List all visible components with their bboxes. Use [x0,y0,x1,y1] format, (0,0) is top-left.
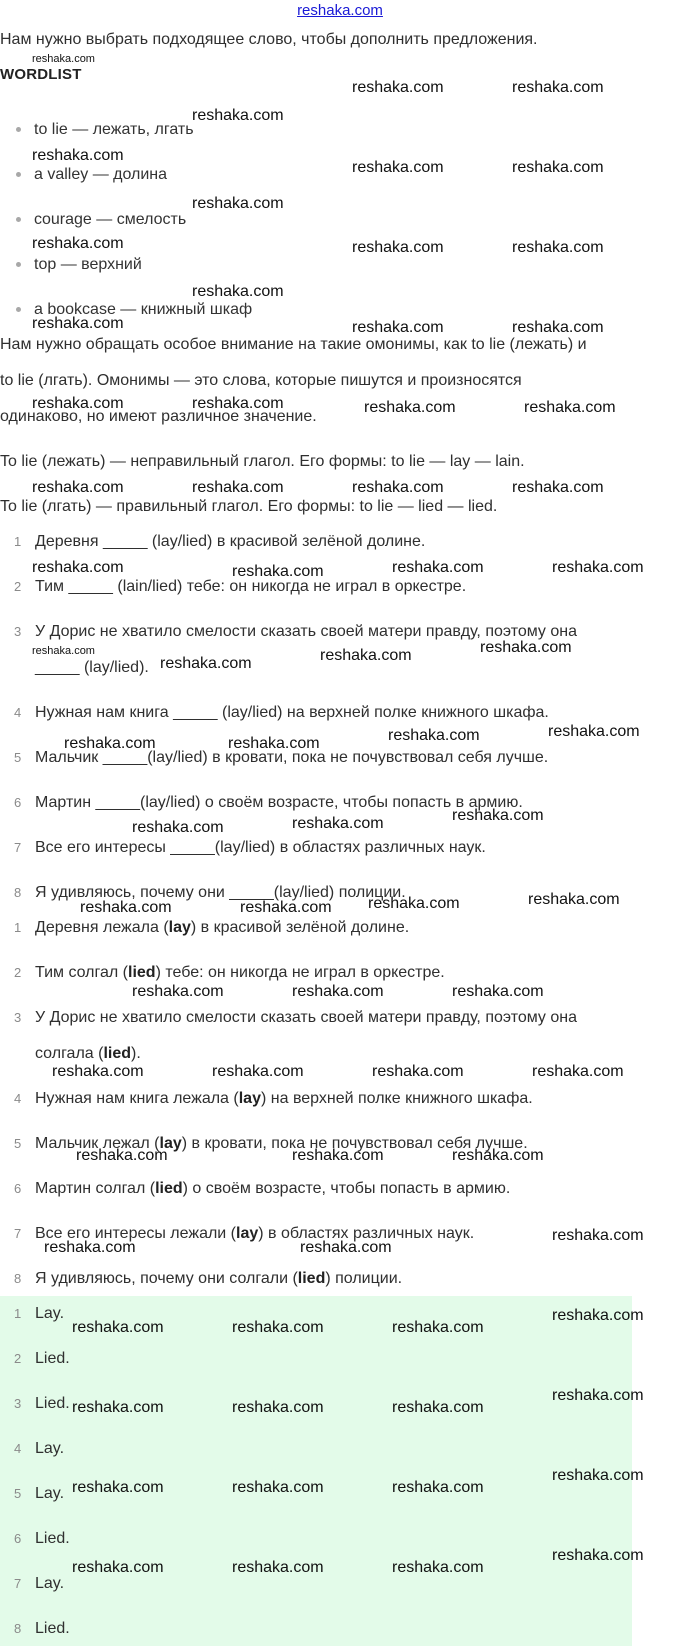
watermark: reshaka.com [512,319,604,336]
translation-text: У Дорис не хватило смелости сказать своей матери правду, поэтому она [35,1009,577,1026]
watermark: reshaka.com [480,639,572,656]
watermark: reshaka.com [392,1399,484,1416]
wordlist-item [16,121,194,139]
item-number: 1 [14,920,22,935]
watermark: reshaka.com [192,283,284,300]
item-number: 5 [14,1486,22,1501]
watermark: reshaka.com [452,983,544,1000]
watermark: reshaka.com [32,645,95,657]
item-number: 1 [14,1306,22,1321]
watermark: reshaka.com [352,79,444,96]
translation-text: Нужная нам книга лежала (lay) на верхней полке книжного шкафа. [35,1090,533,1107]
watermark: reshaka.com [512,479,604,496]
watermark: reshaka.com [132,983,224,1000]
item-number: 4 [14,1091,22,1106]
watermark: reshaka.com [228,735,320,752]
watermark: reshaka.com [32,315,124,332]
watermark: reshaka.com [32,147,124,164]
answer-text: Lied. [35,1530,70,1547]
watermark: reshaka.com [292,983,384,1000]
item-number: 5 [14,750,22,765]
answer-text: Lay. [35,1485,65,1502]
item-number: 5 [14,1136,22,1151]
exercise-text: Я удивляюсь, почему они _____(lay/lied) полиции. [35,884,406,901]
forms-lie-lied: To lie (лгать) — правильный глагол. Его формы: to lie — lied — lied. [0,498,498,515]
forms-lie-lay: To lie (лежать) — неправильный глагол. Его формы: to lie — lay — lain. [0,453,525,470]
item-number: 7 [14,840,22,855]
translation-text: Деревня лежала (lay) в красивой зелёной долине. [35,919,410,936]
translation-text: солгала (lied). [35,1045,141,1062]
translation-text: Все его интересы лежали (lay) в областях различных наук. [35,1225,475,1242]
item-number: 2 [14,579,22,594]
watermark: reshaka.com [552,559,644,576]
wordlist-item-text: a valley — долина [34,166,168,183]
watermark: reshaka.com [192,479,284,496]
translation-text: Мальчик лежал (lay) в кровати, пока не почувствовал себя лучше. [35,1135,528,1152]
exercise-text: Нужная нам книга _____ (lay/lied) на верхней полке книжного шкафа. [35,704,549,721]
watermark: reshaka.com [364,399,456,416]
watermark: reshaka.com [192,395,284,412]
watermark: reshaka.com [300,1239,392,1256]
answer-text: Lay. [35,1575,65,1592]
watermark: reshaka.com [352,479,444,496]
item-number: 2 [14,965,22,980]
watermark: reshaka.com [552,1387,644,1404]
answer-text: Lied. [35,1350,70,1367]
watermark: reshaka.com [72,1479,164,1496]
answer-text: Lied. [35,1620,70,1637]
watermark: reshaka.com [192,195,284,212]
exercise-text: Все его интересы _____(lay/lied) в областях различных наук. [35,839,486,856]
exercise-text: Тим _____ (lain/lied) тебе: он никогда не играл в оркестре. [35,578,467,595]
item-number: 6 [14,1531,22,1546]
item-number: 1 [14,534,22,549]
item-number: 8 [14,885,22,900]
watermark: reshaka.com [32,479,124,496]
exercise-text: Мартин _____(lay/lied) о своём возрасте, чтобы попасть в армию. [35,794,523,811]
watermark: reshaka.com [232,1559,324,1576]
watermark: reshaka.com [528,891,620,908]
wordlist-item-text: top — верхний [34,256,142,273]
watermark: reshaka.com [192,107,284,124]
watermark: reshaka.com [72,1559,164,1576]
watermark: reshaka.com [72,1319,164,1336]
watermark: reshaka.com [392,1319,484,1336]
watermark: reshaka.com [512,79,604,96]
item-number: 4 [14,1441,22,1456]
watermark: reshaka.com [392,559,484,576]
watermark: reshaka.com [32,395,124,412]
bullet-icon [16,307,21,312]
wordlist-item-text: to lie — лежать, лгать [34,121,194,138]
homonyms-line-2: to lie (лгать). Омонимы — это слова, которые пишутся и произносятся [0,372,522,389]
exercise-text: Мальчик _____(lay/lied) в кровати, пока не почувствовал себя лучше. [35,749,549,766]
watermark: reshaka.com [320,647,412,664]
answer-text: Lay. [35,1440,65,1457]
item-number: 6 [14,795,22,810]
item-number: 8 [14,1271,22,1286]
bullet-icon [16,127,21,132]
watermark: reshaka.com [552,1227,644,1244]
watermark: reshaka.com [232,1479,324,1496]
watermark: reshaka.com [452,807,544,824]
item-number: 7 [14,1576,22,1591]
homonyms-line-1: Нам нужно обращать особое внимание на такие омонимы, как to lie (лежать) и [0,336,587,353]
watermark: reshaka.com [132,819,224,836]
watermark: reshaka.com [32,53,95,65]
item-number: 2 [14,1351,22,1366]
watermark: reshaka.com [552,1547,644,1564]
watermark: reshaka.com [32,235,124,252]
bullet-icon [16,217,21,222]
exercise-text: У Дорис не хватило смелости сказать своей матери правду, поэтому она [35,623,577,640]
watermark: reshaka.com [392,1559,484,1576]
wordlist-item [16,256,142,274]
watermark: reshaka.com [372,1063,464,1080]
watermark: reshaka.com [76,1147,168,1164]
exercise-text: Деревня _____ (lay/lied) в красивой зелёной долине. [35,533,426,550]
watermark: reshaka.com [532,1063,624,1080]
item-number: 3 [14,1396,22,1411]
answer-text: Lay. [35,1305,65,1322]
intro-text: Нам нужно выбрать подходящее слово, чтобы дополнить предложения. [0,31,538,48]
item-number: 6 [14,1181,22,1196]
watermark: reshaka.com [392,1479,484,1496]
watermark: reshaka.com [44,1239,136,1256]
watermark: reshaka.com [292,815,384,832]
watermark: reshaka.com [292,1147,384,1164]
wordlist-item-text: courage — смелость [34,211,187,228]
watermark: reshaka.com [232,1399,324,1416]
watermark: reshaka.com [212,1063,304,1080]
exercise-text: _____ (lay/lied). [35,659,149,676]
watermark: reshaka.com [72,1399,164,1416]
watermark: reshaka.com [80,899,172,916]
bullet-icon [16,172,21,177]
watermark: reshaka.com [352,319,444,336]
item-number: 4 [14,705,22,720]
item-number: 3 [14,624,22,639]
watermark: reshaka.com [352,159,444,176]
watermark: reshaka.com [232,1319,324,1336]
watermark: reshaka.com [368,895,460,912]
watermark: reshaka.com [552,1467,644,1484]
watermark: reshaka.com [32,559,124,576]
watermark: reshaka.com [388,727,480,744]
homonyms-line-3: одинаково, но имеют различное значение. [0,408,317,425]
watermark: reshaka.com [240,899,332,916]
watermark: reshaka.com [552,1307,644,1324]
answer-text: Lied. [35,1395,70,1412]
watermark: reshaka.com [548,723,640,740]
watermark: reshaka.com [512,239,604,256]
translation-text: Тим солгал (lied) тебе: он никогда не играл в оркестре. [35,964,445,981]
wordlist-item-text: a bookcase — книжный шкаф [34,301,253,318]
item-number: 7 [14,1226,22,1241]
answers-panel [0,1296,632,1646]
watermark: reshaka.com [524,399,616,416]
item-number: 8 [14,1621,22,1636]
wordlist-heading: WORDLIST [0,66,82,83]
watermark: reshaka.com [352,239,444,256]
watermark: reshaka.com [452,1147,544,1164]
translation-text: Я удивляюсь, почему они солгали (lied) полиции. [35,1270,403,1287]
watermark: reshaka.com [52,1063,144,1080]
wordlist-item [16,211,186,229]
translation-text: Мартин солгал (lied) о своём возрасте, чтобы попасть в армию. [35,1180,511,1197]
watermark: reshaka.com [160,655,252,672]
item-number: 3 [14,1010,22,1025]
watermark: reshaka.com [512,159,604,176]
watermark: reshaka.com [232,563,324,580]
wordlist-item [16,166,167,184]
watermark: reshaka.com [64,735,156,752]
bullet-icon [16,262,21,267]
site-link[interactable]: reshaka.com [297,2,383,19]
